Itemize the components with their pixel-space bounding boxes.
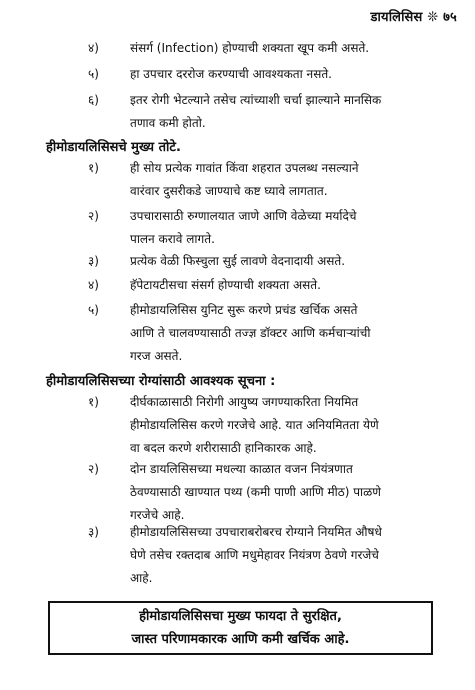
list-item-number: ६) [88, 93, 99, 107]
list-item-number: १) [88, 395, 99, 409]
page-number: ७५ [443, 10, 457, 25]
text-line: इतर रोगी भेटल्याने तसेच त्यांच्याशी चर्चा झाल्याने मानसिक [130, 93, 382, 107]
list-item-number: ४) [88, 278, 99, 292]
list-item-text [130, 89, 430, 135]
running-header [371, 7, 457, 25]
list-item-text [130, 205, 435, 251]
list-item-text [130, 521, 440, 590]
list-item-number: ३) [88, 254, 99, 268]
list-item-text: हा उपचार दररोज करण्याची आवश्यकता नसते. [130, 67, 332, 81]
text-line: हीमोडायलिसिसच्या उपचाराबरोबरच रोग्याने नियमित औषधे [130, 525, 382, 539]
list-item-number: ३) [88, 525, 99, 539]
list-item-number: ५) [88, 303, 99, 317]
list-item-number: ४) [88, 41, 99, 55]
list-item-number: १) [88, 161, 99, 175]
list-item-text [130, 391, 440, 460]
note-line: जास्त परिणामकारक आणि कमी खर्चिक आहे. [131, 632, 350, 647]
list-item-text [130, 250, 435, 273]
text-line: वा बदल करणे शरीरासाठी हानिकारक आहे. [130, 441, 317, 455]
list-item-text: संसर्ग (Infection) होण्याची शक्यता खूप कमी असते. [130, 41, 370, 55]
text-line: दीर्घकाळासाठी निरोगी आयुष्य जगण्याकरिता नियमित [130, 395, 359, 409]
list-item-number: २) [88, 462, 99, 476]
running-title: डायलिसिस [370, 10, 423, 25]
list-item-text [130, 458, 440, 527]
text-line: गरजेचे आहे. [130, 508, 185, 522]
section-heading: हीमोडायलिसिसच्या रोग्यांसाठी आवश्यक सूचना : [46, 374, 276, 389]
summary-note-box [48, 601, 433, 655]
text-line: घेणे तसेच रक्तदाब आणि मधुमेहावर नियंत्रण ठेवणे गरजेचे [130, 548, 379, 562]
text-line: हीमोडायलिसिस युनिट सुरू करणे प्रचंड खर्चिक असते [130, 303, 358, 317]
list-item-text [130, 299, 435, 368]
text-line: तणाव कमी होतो. [130, 116, 206, 130]
text-line: प्रत्येक वेळी फिस्चुला सुई लावणे वेदनादायी असते. [130, 254, 346, 268]
header-separator-icon: ❊ [427, 10, 439, 25]
text-line: उपचारासाठी रुग्णालयात जाणे आणि वेळेच्या मर्यादेचे [130, 209, 357, 223]
text-line: पालन करावे लागते. [130, 232, 215, 246]
text-line: गरज असते. [130, 349, 183, 363]
list-item-text [130, 157, 435, 203]
list-item-text [130, 274, 435, 297]
text-line: ठेवण्यासाठी खाण्यात पथ्य (कमी पाणी आणि मीठ) पाळणे [130, 485, 381, 499]
list-item-number: ५) [88, 67, 99, 81]
note-line: हीमोडायलिसिसचा मुख्य फायदा ते सुरक्षित, [139, 609, 342, 624]
text-line: वारंवार दुसरीकडे जाण्याचे कष्ट घ्यावे लागतात. [130, 184, 328, 198]
text-line: ही सोय प्रत्येक गावांत किंवा शहरात उपलब्ध नसल्याने [130, 161, 359, 175]
text-line: हॅपेटायटीसचा संसर्ग होण्याची शक्यता असते. [130, 278, 321, 292]
list-item-number: २) [88, 209, 99, 223]
text-line: दोन डायलिसिसच्या मधल्या काळात वजन नियंत्रणात [130, 462, 353, 476]
text-line: आणि ते चालवण्यासाठी तज्ज्ञ डॉक्टर आणि कर्मचाऱ्यांची [130, 326, 371, 340]
text-line: आहे. [130, 571, 153, 585]
text-line: हीमोडायलिसिस करणे गरजेचे आहे. यात अनियमितता येणे [130, 418, 379, 432]
section-heading: हीमोडायलिसिसचे मुख्य तोटे. [46, 140, 181, 155]
